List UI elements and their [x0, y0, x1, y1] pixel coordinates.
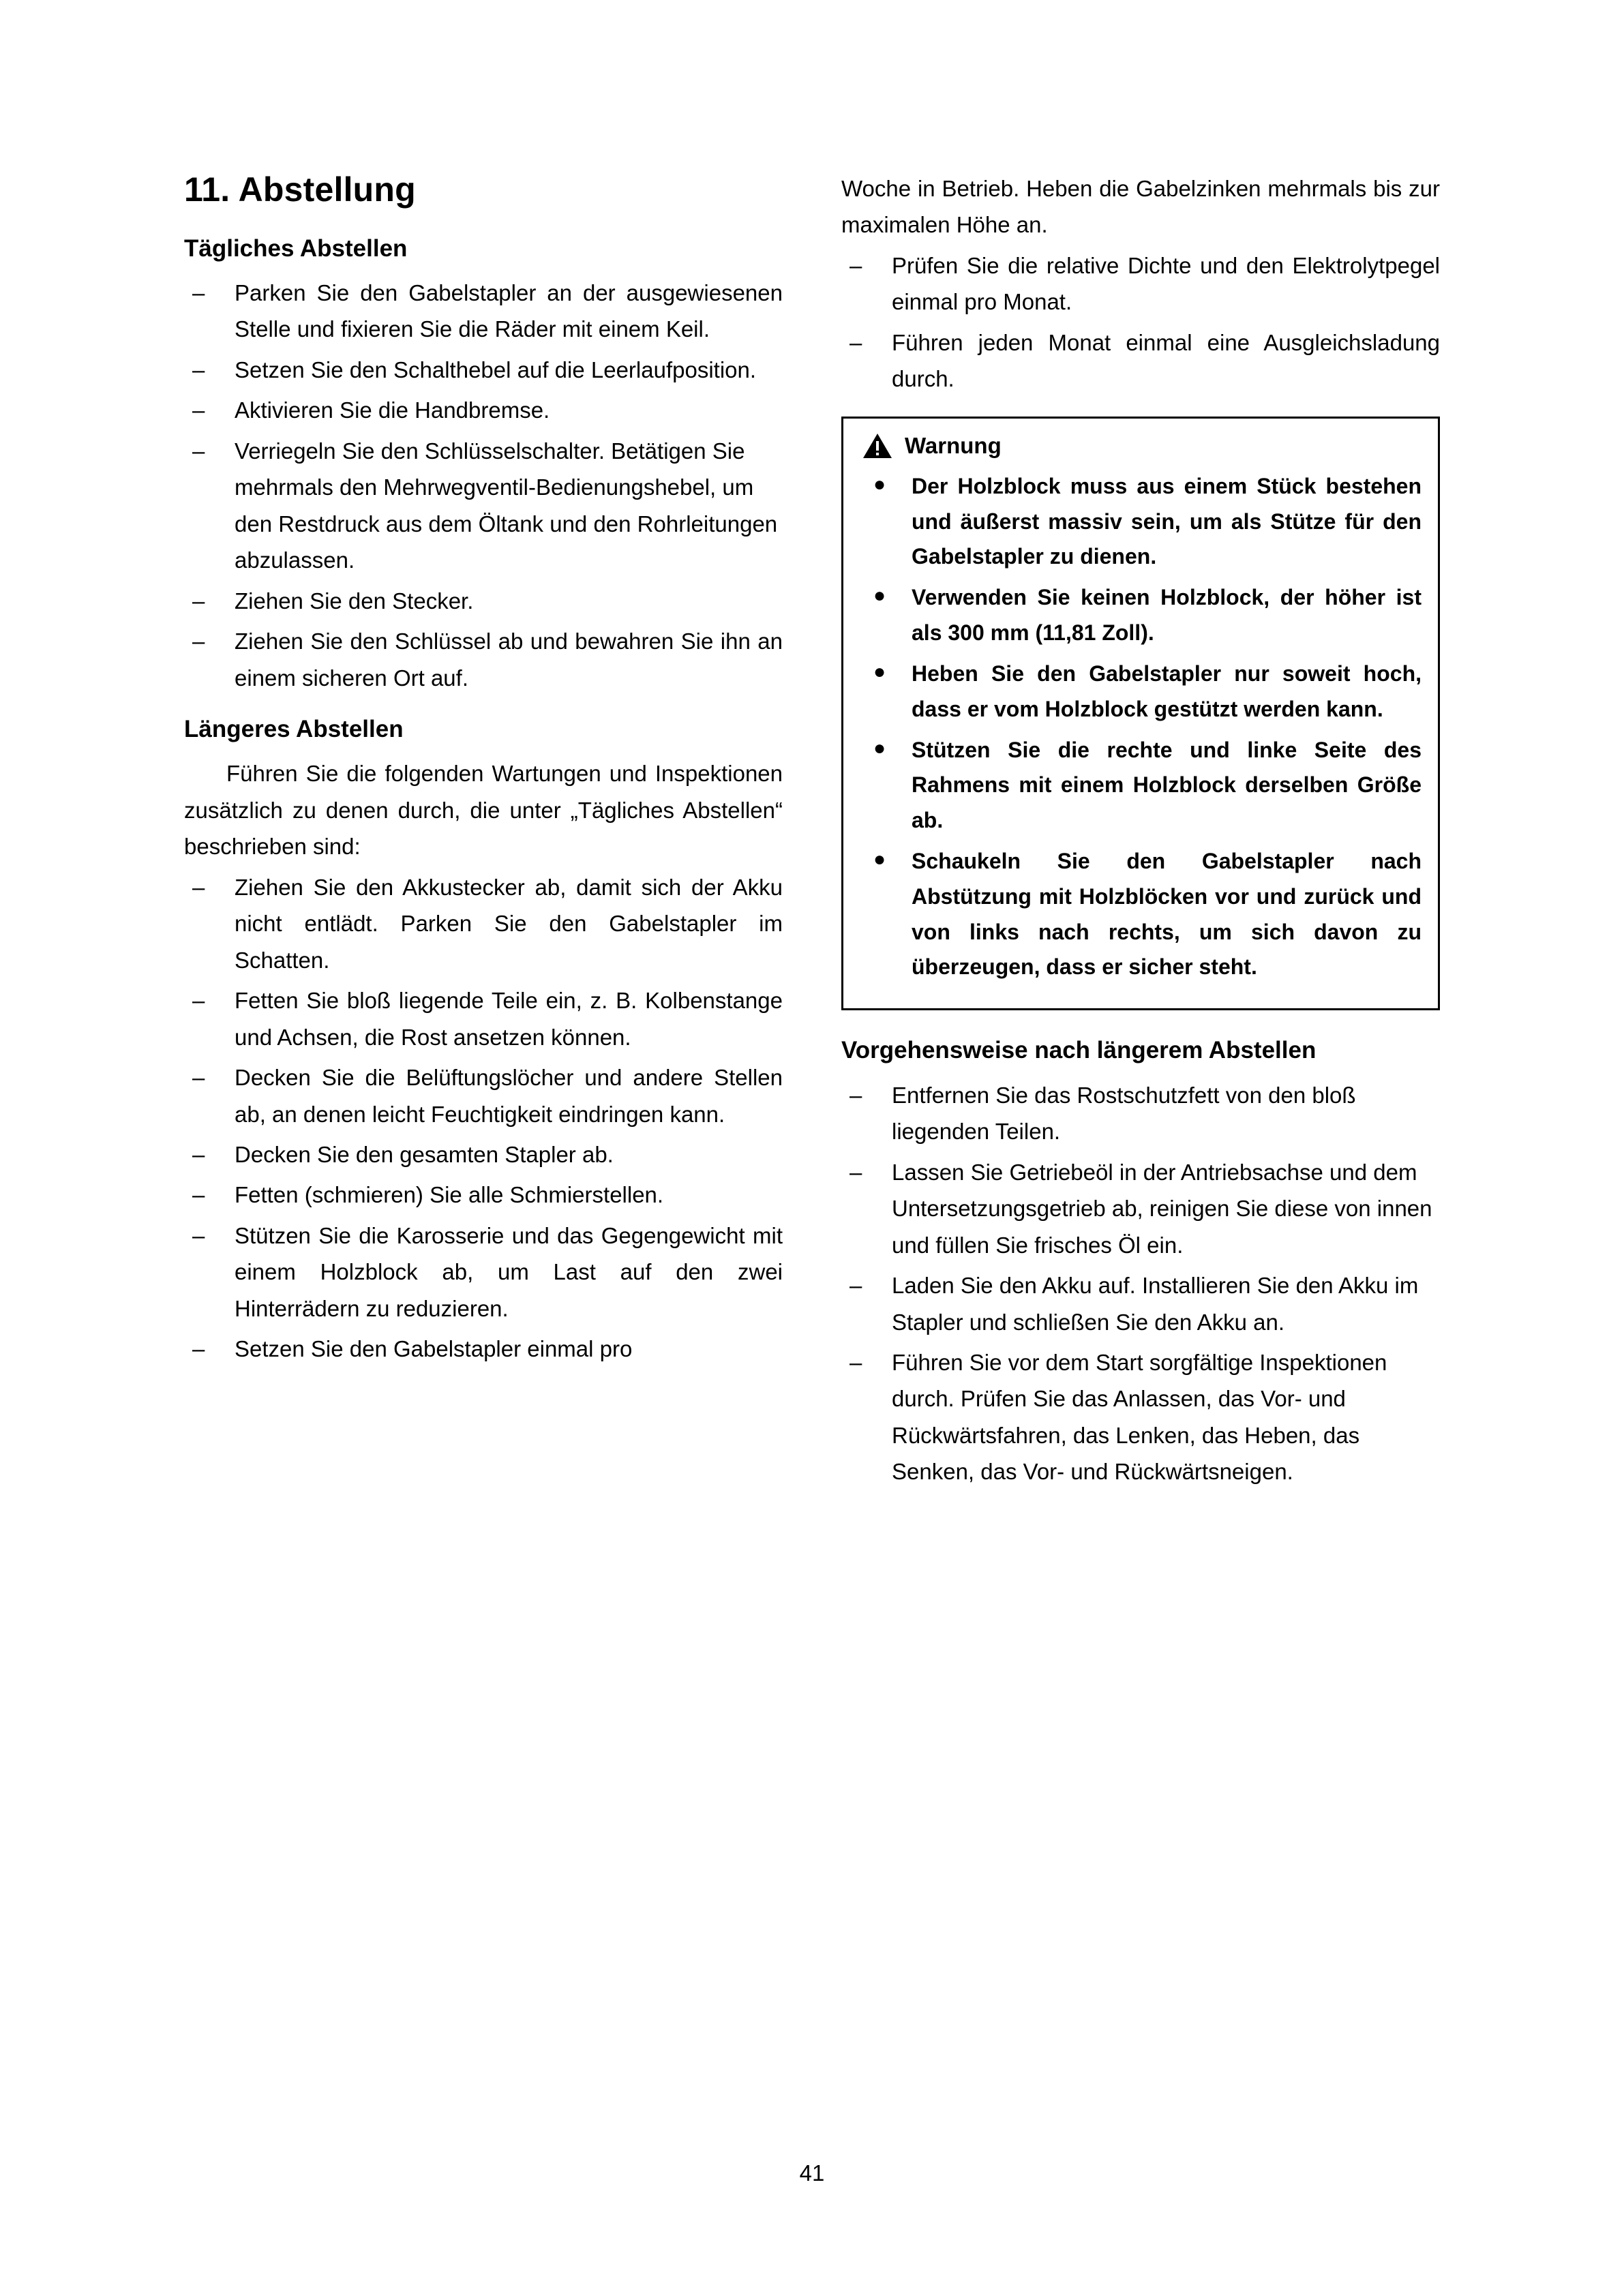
dash-icon: –: [192, 1222, 205, 1248]
list-item-text: Decken Sie die Belüftungslöcher und andere Stellen ab, an denen leicht Feuchtigkeit eindringen kann.: [235, 1065, 783, 1127]
dash-icon: –: [849, 1349, 862, 1375]
section-heading-daily: Tägliches Abstellen: [184, 235, 408, 262]
longterm-parking-list-continued: [841, 247, 1440, 397]
continued-paragraph: Woche in Betrieb. Heben die Gabelzinken mehrmals bis zur maximalen Höhe an.: [841, 176, 1440, 238]
list-item: [184, 1136, 783, 1173]
list-item-text: Schaukeln Sie den Gabelstapler nach Abstützung mit Holzblöcken vor und zurück und von links nach rechts, um sich davon zu überzeugen, dass er sicher steht.: [912, 849, 1422, 980]
bullet-icon: ●: [873, 848, 886, 871]
list-item: [184, 1177, 783, 1213]
warning-title: Warnung: [905, 432, 1002, 458]
longterm-parking-list: [184, 869, 783, 1368]
list-item: [841, 1077, 1440, 1150]
warning-header: [862, 432, 1422, 459]
dash-icon: –: [192, 397, 205, 423]
list-item: [184, 1218, 783, 1327]
dash-icon: –: [192, 438, 205, 464]
page-number: 41: [799, 2160, 825, 2186]
list-item-text: Ziehen Sie den Akkustecker ab, damit sich der Akku nicht entlädt. Parken Sie den Gabelstapler im Schatten.: [235, 874, 783, 973]
list-item: [184, 352, 783, 388]
list-item: [184, 392, 783, 428]
list-item-text: Fetten (schmieren) Sie alle Schmierstellen.: [235, 1182, 664, 1208]
list-item: [841, 1344, 1440, 1490]
list-item: [860, 656, 1422, 727]
list-item: [860, 733, 1422, 839]
warning-triangle-icon: [862, 432, 892, 459]
bullet-icon: ●: [873, 736, 886, 759]
list-item: [184, 623, 783, 696]
list-item-text: Heben Sie den Gabelstapler nur soweit hoch, dass er vom Holzblock gestützt werden kann.: [912, 661, 1422, 721]
list-item-text: Aktivieren Sie die Handbremse.: [235, 397, 550, 423]
list-item-text: Laden Sie den Akku auf. Installieren Sie den Akku im Stapler und schließen Sie den Akku an.: [892, 1273, 1419, 1335]
list-item: [841, 247, 1440, 320]
section-heading-after-longterm: Vorgehensweise nach längerem Abstellen: [841, 1037, 1317, 1064]
dash-icon: –: [192, 1336, 205, 1362]
dash-icon: –: [192, 280, 205, 305]
list-item-text: Lassen Sie Getriebeöl in der Antriebsachse und dem Untersetzungsgetrieb ab, reinigen Sie diese von innen und füllen Sie frisches Öl ein.: [892, 1159, 1432, 1258]
list-item-text: Setzen Sie den Gabelstapler einmal pro: [235, 1336, 633, 1362]
list-item-text: Stützen Sie die Karosserie und das Gegengewicht mit einem Holzblock ab, um Last auf den zwei Hinterrädern zu reduzieren.: [235, 1222, 783, 1321]
list-item: [184, 275, 783, 348]
list-item-text: Setzen Sie den Schalthebel auf die Leerlaufposition.: [235, 357, 757, 382]
section-heading-longterm: Längeres Abstellen: [184, 715, 404, 742]
list-item-text: Decken Sie den gesamten Stapler ab.: [235, 1142, 614, 1168]
list-item-text: Parken Sie den Gabelstapler an der ausgewiesenen Stelle und fixieren Sie die Räder mit einem Keil.: [235, 280, 783, 342]
list-item: [184, 869, 783, 978]
list-item: [860, 580, 1422, 651]
list-item: [184, 982, 783, 1055]
warning-list: [860, 469, 1422, 986]
list-item-text: Prüfen Sie die relative Dichte und den Elektrolytpegel einmal pro Monat.: [892, 252, 1440, 315]
left-column: [184, 170, 783, 1372]
list-item-text: Entfernen Sie das Rostschutzfett von den bloß liegenden Teilen.: [892, 1082, 1356, 1145]
page-title: 11. Abstellung: [184, 170, 416, 209]
list-item: [841, 324, 1440, 397]
after-longterm-list: [841, 1077, 1440, 1490]
list-item: [860, 469, 1422, 575]
list-item: [841, 1267, 1440, 1340]
dash-icon: –: [192, 988, 205, 1014]
right-column: [841, 170, 1440, 1494]
dash-icon: –: [192, 629, 205, 654]
list-item: [860, 844, 1422, 985]
list-item: [841, 1154, 1440, 1263]
two-column-layout: [184, 170, 1440, 1494]
list-item-text: Führen Sie vor dem Start sorgfältige Inspektionen durch. Prüfen Sie das Anlassen, das Vor- und Rückwärtsfahren, das Lenken, das Heben, das Senken, das Vor- und Rückwärtsneigen.: [892, 1349, 1387, 1485]
list-item: [184, 583, 783, 619]
list-item-text: Der Holzblock muss aus einem Stück bestehen und äußerst massiv sein, um als Stütze für den Gabelstapler zu dienen.: [912, 473, 1422, 569]
bullet-icon: ●: [873, 660, 886, 683]
daily-parking-list: [184, 275, 783, 696]
list-item: [184, 433, 783, 579]
dash-icon: –: [192, 1182, 205, 1208]
dash-icon: –: [849, 252, 862, 278]
list-item: [184, 1331, 783, 1367]
list-item-text: Ziehen Sie den Schlüssel ab und bewahren Sie ihn an einem sicheren Ort auf.: [235, 629, 783, 691]
dash-icon: –: [849, 1273, 862, 1299]
list-item-text: Verriegeln Sie den Schlüsselschalter. Betätigen Sie mehrmals den Mehrwegventil-Bedienungshebel, um den Restdruck aus dem Öltank und den Rohrleitungen abzulassen.: [235, 438, 778, 573]
dash-icon: –: [192, 1065, 205, 1091]
bullet-icon: ●: [873, 472, 886, 496]
dash-icon: –: [849, 1082, 862, 1108]
list-item-text: Fetten Sie bloß liegende Teile ein, z. B. Kolbenstange und Achsen, die Rost ansetzen können.: [235, 988, 783, 1050]
list-item-text: Verwenden Sie keinen Holzblock, der höher ist als 300 mm (11,81 Zoll).: [912, 585, 1422, 646]
dash-icon: –: [192, 1142, 205, 1168]
dash-icon: –: [192, 874, 205, 900]
warning-box: [841, 417, 1440, 1011]
dash-icon: –: [849, 1159, 862, 1185]
dash-icon: –: [192, 357, 205, 382]
list-item: [184, 1059, 783, 1132]
bullet-icon: ●: [873, 584, 886, 607]
dash-icon: –: [192, 588, 205, 614]
list-item-text: Ziehen Sie den Stecker.: [235, 588, 474, 614]
dash-icon: –: [849, 329, 862, 355]
longterm-intro-paragraph: Führen Sie die folgenden Wartungen und Inspektionen zusätzlich zu denen durch, die unter „Tägliches Abstellen“ beschrieben sind:: [184, 761, 783, 860]
list-item-text: Führen jeden Monat einmal eine Ausgleichsladung durch.: [892, 329, 1440, 392]
list-item-text: Stützen Sie die rechte und linke Seite des Rahmens mit einem Holzblock derselben Größe ab.: [912, 737, 1422, 833]
